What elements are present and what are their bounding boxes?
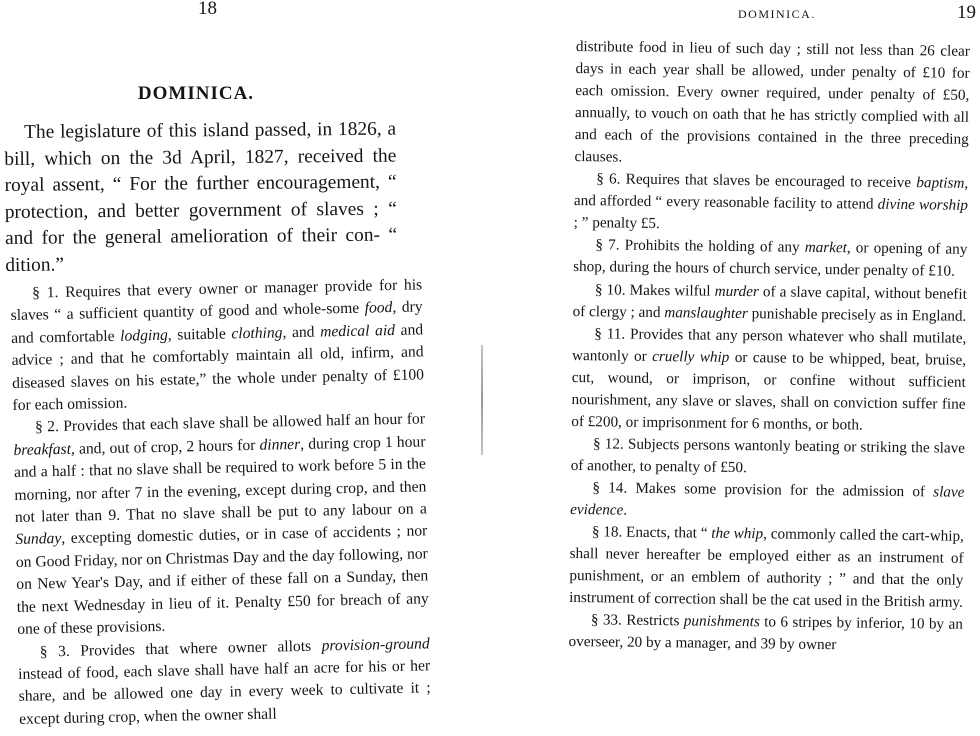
section-paragraph: [574, 36, 970, 173]
italic-phrase: Sunday: [15, 530, 62, 549]
section-paragraph: [569, 521, 964, 614]
intro-text: The legislature of this island passed, in 1826, a bill, which on the 3d April, 1827, received the royal assent, “ For the further encouragement, “ protection, and better government of slaves ; “ and for the general amelioration of their con- “ dition.”: [4, 118, 398, 276]
italic-phrase: cruelly whip: [652, 347, 730, 366]
italic-phrase: slave evidence: [570, 483, 965, 519]
section-paragraph: [13, 409, 430, 642]
italic-phrase: the whip: [711, 524, 764, 543]
text-run: § 1. Requires that every owner or manager provide for his slaves “ a sufficient quantity of good and whole-some: [10, 276, 423, 325]
right-page: [490, 0, 980, 736]
italic-phrase: murder: [714, 282, 759, 300]
right-paragraphs: [568, 36, 970, 658]
italic-phrase: food: [364, 299, 393, 317]
text-run: .: [623, 501, 628, 519]
italic-phrase: baptism: [916, 174, 965, 193]
text-run: § 14. Makes some provision for the admission of: [592, 479, 934, 501]
section-paragraph: [571, 323, 966, 438]
text-run: , during crop 1 hour and a half : that no slave shall be required to work before 5 in the morning, nor after 7 in the evening, except during crop, and then not later than 9. That no slave shall be put to any labour on a: [13, 433, 427, 527]
text-run: § 3. Provides that where owner allots: [39, 637, 322, 660]
italic-phrase: market: [804, 239, 848, 257]
text-run: distribute food in lieu of such day ; still not less than 26 clear days in each year shall be allowed, under penalty of £10 for each omission. Every owner required, under penalty of £50, annually, to vouch on oath that he has strictly complied with all and each of the provisions contained in the three preceding clauses.: [574, 37, 970, 166]
text-run: § 7. Prohibits the holding of any: [595, 236, 805, 257]
italic-phrase: manslaughter: [664, 303, 748, 322]
text-run: , dry and comfortable: [10, 298, 423, 347]
text-run: , or opening of any shop, during the hours of church service, under penalty of £10.: [573, 239, 968, 281]
text-run: § 2. Provides that each slave shall be allowed half an hour for: [34, 410, 426, 436]
section-paragraph: [570, 477, 965, 526]
italic-phrase: dinner: [259, 435, 301, 454]
text-run: of a slave capital, without benefit of clergy ; and: [572, 282, 967, 321]
italic-phrase: lodging: [120, 326, 169, 345]
text-run: ; ” penalty £5.: [573, 214, 660, 233]
italic-phrase: provision-ground: [321, 634, 430, 655]
text-run: , suitable: [167, 325, 232, 344]
italic-phrase: divine worship: [877, 196, 969, 215]
page-title: DOMINICA.: [137, 83, 255, 104]
text-run: § 10. Makes wilful: [594, 280, 715, 300]
text-run: § 18. Enacts, that “: [591, 523, 712, 542]
intro-paragraph: [4, 117, 397, 280]
text-run: , and, out of crop, 2 hours for: [70, 436, 260, 458]
text-run: to 6 stripes by inferior, 10 by an overseer, 20 by a manager, and 39 by owner: [568, 613, 963, 654]
text-run: punishable precisely as in England.: [747, 304, 967, 325]
text-run: § 33. Restricts: [590, 611, 684, 630]
text-run: , and: [282, 323, 321, 342]
section-paragraph: [18, 633, 432, 731]
running-head: DOMINICA.: [738, 7, 816, 21]
text-run: instead of food, each slave shall have half an acre for his or her share, and be allowed one day in every week to cultivate it ; except during crop, when the owner shall: [18, 657, 431, 728]
text-run: , and afforded “ every reasonable facility to attend: [573, 175, 969, 214]
text-run: § 11. Provides that any person whatever who shall mutilate, wantonly or: [571, 324, 967, 365]
section-paragraph: [10, 274, 425, 417]
text-run: or cause to be whipped, beat, bruise, cut, wound, or imprison, or confine without sufficient nourishment, any slave or slaves, shall on conviction suffer fine of £200, or imprisonment for 6 months, or both.: [571, 348, 967, 434]
section-paragraph: [571, 433, 966, 482]
left-sections: [10, 274, 431, 731]
page-number: 18: [198, 0, 217, 19]
text-run: , commonly called the cart-whip, shall never hereafter be employed either as an instrument of punishment, or an emblem of authority ; ” and that the only instrument of correction shall be the cat used in the British army.: [569, 525, 965, 611]
text-run: , excepting domestic duties, or in case of accidents ; nor on Good Friday, nor on Christmas Day and the day following, nor on New Year's Day, and if either of these fall on a Sunday, then the next Wednesday in lieu of it. Penalty £50 for breach of any one of these provisions.: [15, 522, 429, 639]
text-run: and advice ; and that he comfortably maintain all old, infirm, and diseased slaves on his estate,” the whole under penalty of £100 for each omission.: [11, 321, 425, 415]
italic-phrase: punishments: [683, 612, 760, 631]
section-paragraph: [573, 234, 968, 283]
section-paragraph: [574, 168, 969, 239]
italic-phrase: breakfast: [13, 440, 72, 459]
text-run: § 12. Subjects persons wantonly beating or striking the slave of another, to penalty of £50.: [570, 435, 966, 477]
section-paragraph: [572, 278, 967, 327]
italic-phrase: clothing: [231, 324, 283, 343]
left-page: [0, 0, 468, 736]
section-paragraph: [568, 609, 963, 658]
italic-phrase: medical aid: [319, 321, 396, 341]
binding-gutter: [481, 345, 483, 455]
text-run: § 6. Requires that slaves be encouraged to receive: [596, 170, 917, 192]
page-number: 19: [957, 2, 976, 23]
